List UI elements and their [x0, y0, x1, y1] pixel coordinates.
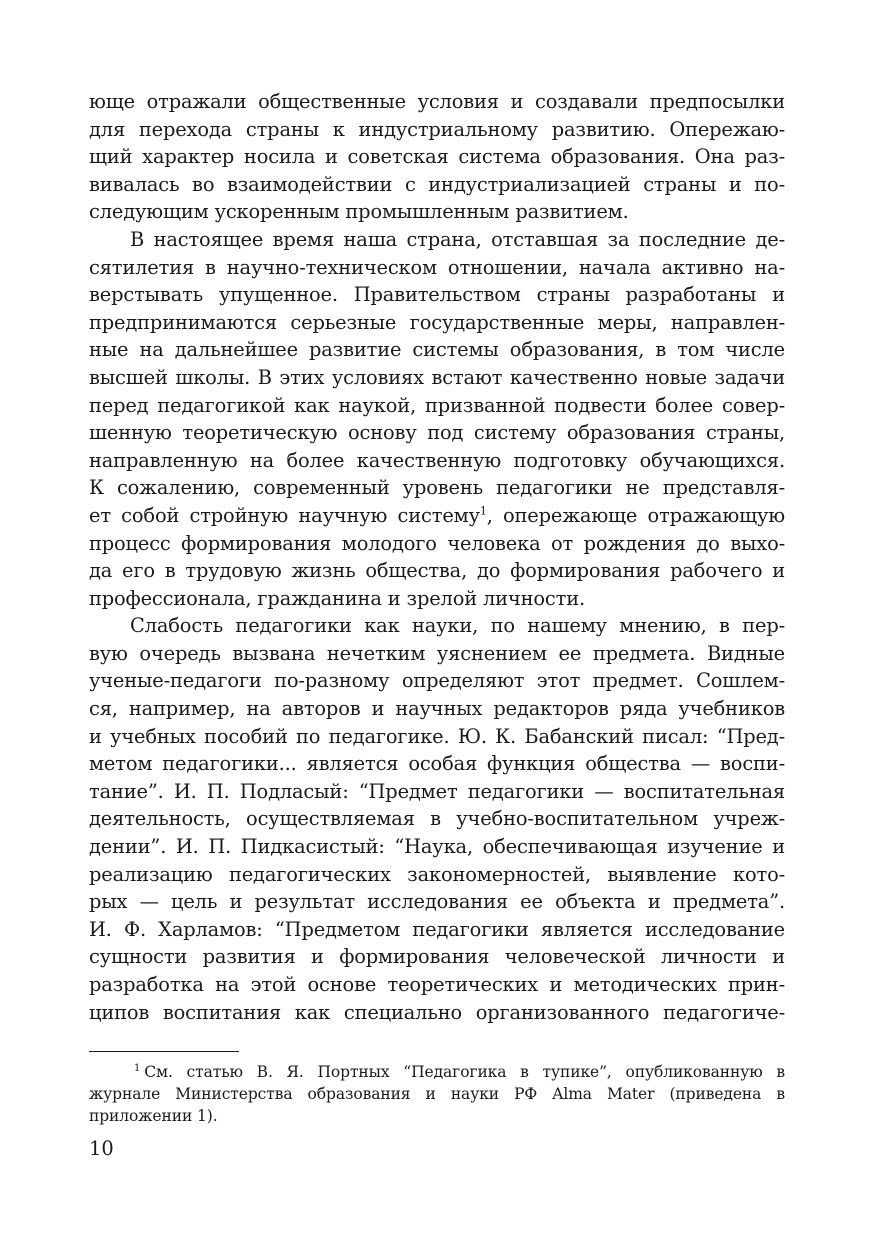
text-line: высшей школы. В этих условиях встают качественно новые задачи [89, 365, 785, 389]
text-line: направленную на более качественную подготовку обучающихся. [89, 448, 785, 472]
text-line: сятилетия в научно-техническом отношении, начала активно на- [89, 255, 785, 279]
footnote [89, 1061, 785, 1128]
page-number: 10 [89, 1137, 114, 1160]
text-line: деятельность, осуществляемая в учебно-воспитательном учреж- [89, 807, 785, 831]
paragraph [89, 612, 785, 1026]
paragraph [89, 88, 785, 226]
text-line: щий характер носила и советская система образования. Она раз- [89, 145, 785, 169]
text-line: Слабость педагогики как науки, по нашему мнению, в пер- [130, 614, 785, 638]
text-line: профессионала, гражданина и зрелой личности. [89, 586, 586, 610]
text-line: следующим ускоренным промышленным развитием. [89, 200, 629, 224]
footnote-reference: 1 [479, 504, 487, 518]
text-line: тание”. И. П. Подласый: “Предмет педагогики — воспитательная [89, 779, 785, 803]
text-line: В настоящее время наша страна, отставшая за последние де- [130, 227, 785, 251]
text-line: да его в трудовую жизнь общества, до формирования рабочего и [89, 559, 785, 583]
text-line: юще отражали общественные условия и создавали предпосылки [89, 90, 785, 113]
footnote-text: См. статью В. Я. Портных “Педагогика в тупике”, опубликованную в [144, 1063, 785, 1081]
footnote-line: журнале Министерства образования и науки РФ Alma Mater (приведена в [89, 1085, 785, 1104]
text-line: ципов воспитания как специально организованного педагогиче- [89, 1000, 785, 1024]
text-line: шенную теоретическую основу под систему образования страны, [89, 421, 785, 445]
text-line: И. Ф. Харламов: “Предметом педагогики является исследование [89, 917, 785, 941]
footnote-mark: 1 [134, 1062, 141, 1074]
text-line: разработка на этой основе теоретических и методических прин- [89, 973, 785, 996]
footnote-separator [89, 1051, 239, 1052]
text-line: вивалась во взаимодействии с индустриализацией страны и по- [89, 172, 785, 196]
paragraph [89, 226, 785, 612]
text-line: ученые-педагоги по-разному определяют этот предмет. Сошлем- [89, 669, 785, 693]
text-line: ся, например, на авторов и научных редакторов ряда учебников [89, 697, 785, 721]
text-line: рых — цель и результат исследования ее объекта и предмета”. [89, 890, 785, 914]
text-line: ные на дальнейшее развитие системы образования, в том числе [89, 338, 785, 362]
text-line: метом педагогики... является особая функция общества — воспи- [89, 752, 785, 776]
text-line: К сожалению, современный уровень педагогики не представля- [89, 476, 785, 500]
text-line: процесс формирования молодого человека от рождения до выхо- [89, 531, 785, 555]
body-text [89, 88, 785, 1026]
footnote-line [89, 1061, 785, 1083]
text-line: ет собой стройную научную систему$^1$, опережающе отражающую [89, 503, 786, 527]
page-body [89, 88, 785, 1026]
text-line: вую очередь вызвана нечетким уяснением ее предмета. Видные [89, 641, 785, 665]
text-line: реализацию педагогических закономерностей, выявление кото- [89, 862, 785, 886]
text-line: и учебных пособий по педагогике. Ю. К. Бабанский писал: “Пред- [89, 724, 785, 748]
text-line: верстывать упущенное. Правительством страны разработаны и [89, 283, 785, 307]
text-line: перед педагогикой как наукой, призванной подвести более совер- [89, 393, 785, 417]
footnote-line: приложении 1). [89, 1107, 218, 1126]
text-line: предпринимаются серьезные государственные меры, направлен- [89, 310, 785, 334]
text-line: дении”. И. П. Пидкасистый: “Наука, обеспечивающая изучение и [89, 835, 785, 859]
text-line: сущности развития и формирования человеческой личности и [89, 945, 785, 969]
text-line: для перехода страны к индустриальному развитию. Опережаю- [89, 117, 785, 141]
